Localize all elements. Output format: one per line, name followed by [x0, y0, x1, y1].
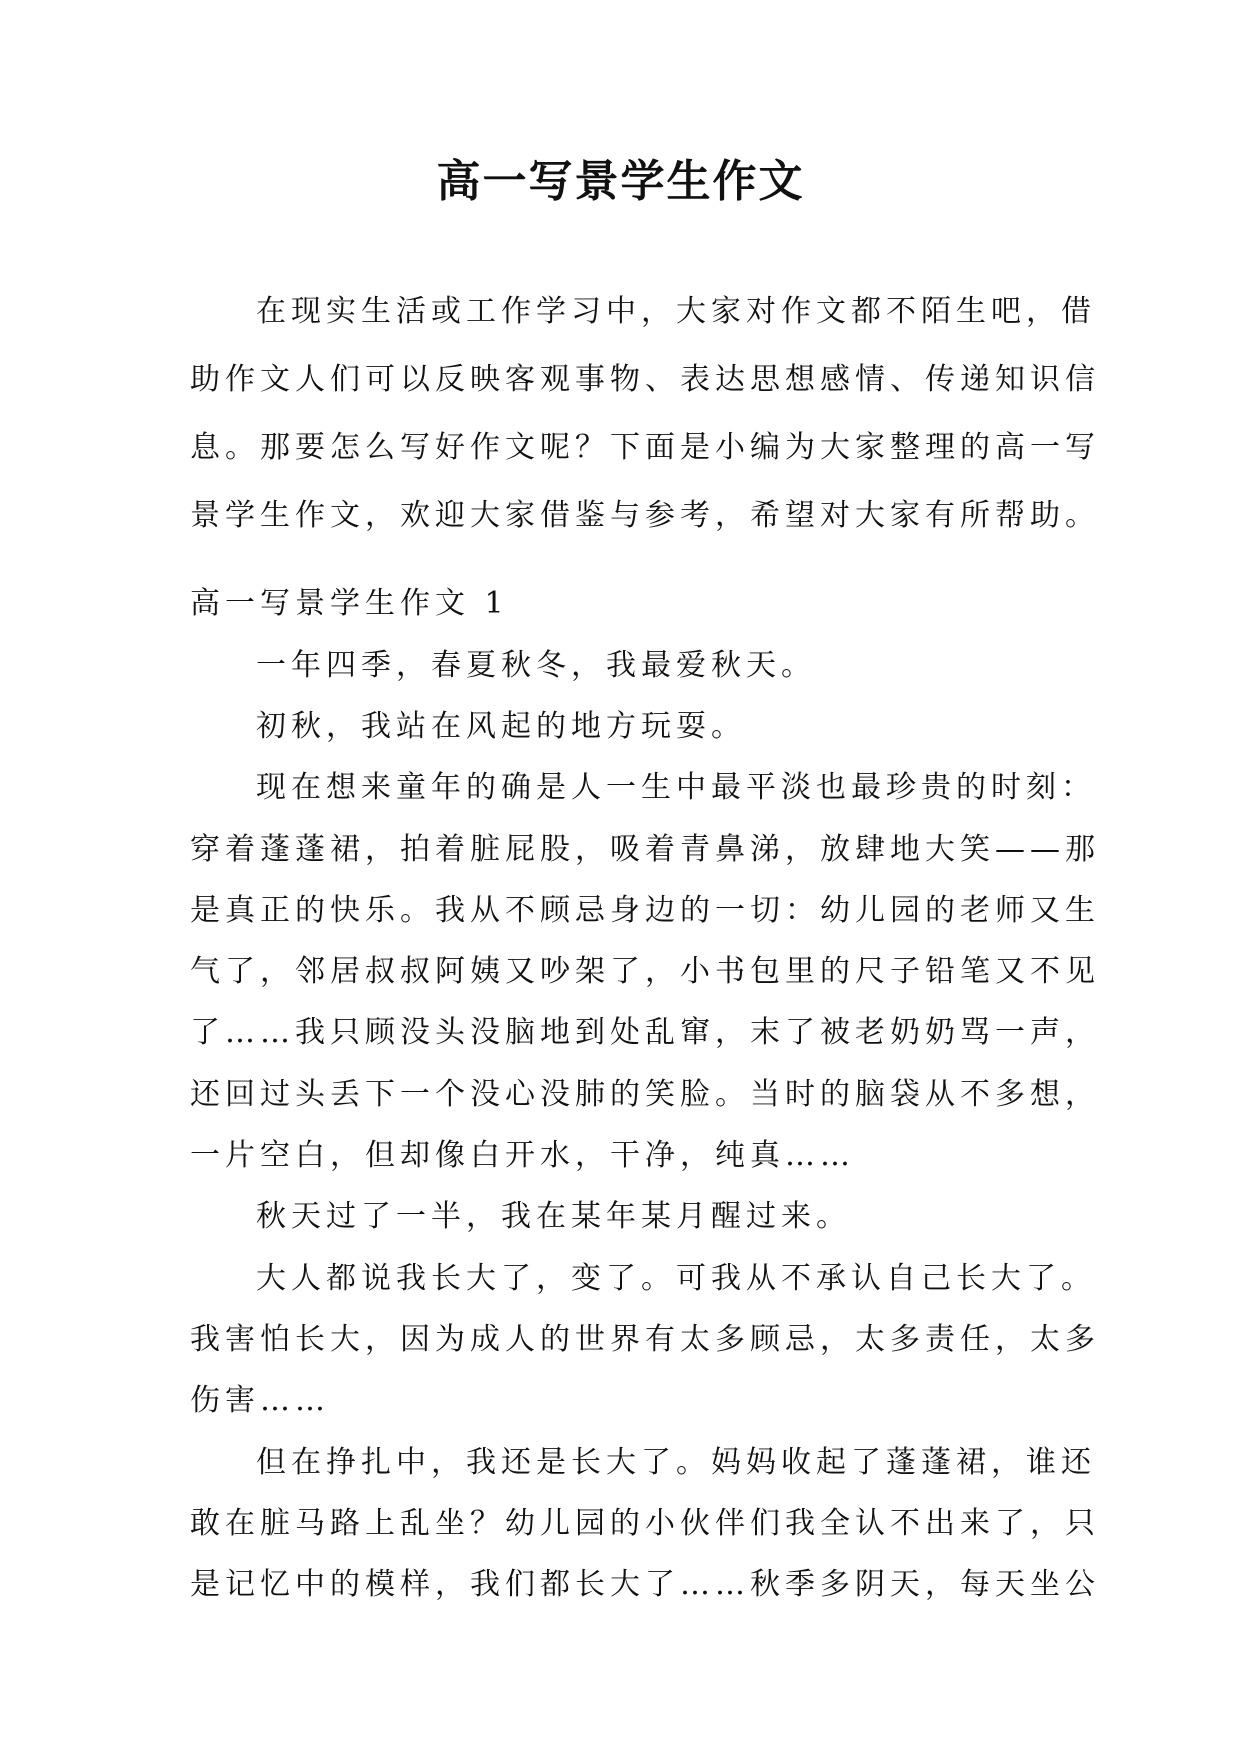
document-title: 高一写景学生作文 — [436, 156, 805, 207]
intro-paragraph-line: 景学生作文，欢迎大家借鉴与参考，希望对大家有所帮助。 — [190, 498, 1100, 533]
essay-line: 秋天过了一半，我在某年某月醒过来。 — [256, 1199, 851, 1234]
essay-line: 穿着蓬蓬裙，拍着脏屁股，吸着青鼻涕，放肆地大笑——那 — [190, 832, 1100, 867]
essay-line: 了……我只顾没头没脑地到处乱窜，末了被老奶奶骂一声， — [190, 1015, 1100, 1050]
essay-line: 气了，邻居叔叔阿姨又吵架了，小书包里的尺子铅笔又不见 — [190, 954, 1100, 989]
essay-line: 一年四季，春夏秋冬，我最爱秋天。 — [256, 648, 816, 683]
essay-line: 现在想来童年的确是人一生中最平淡也最珍贵的时刻： — [256, 770, 1096, 805]
intro-paragraph-line: 在现实生活或工作学习中，大家对作文都不陌生吧，借 — [256, 294, 1096, 329]
essay-line: 我害怕长大，因为成人的世界有太多顾忌，太多责任，太多 — [190, 1322, 1100, 1357]
essay-line: 还回过头丢下一个没心没肺的笑脸。当时的脑袋从不多想， — [190, 1077, 1100, 1112]
essay-line: 是记忆中的模样，我们都长大了……秋季多阴天，每天坐公 — [190, 1567, 1100, 1602]
essay-line: 但在挣扎中，我还是长大了。妈妈收起了蓬蓬裙，谁还 — [256, 1445, 1096, 1480]
essay-line: 伤害…… — [190, 1383, 330, 1418]
essay-line: 大人都说我长大了，变了。可我从不承认自己长大了。 — [256, 1261, 1096, 1296]
section-heading: 高一写景学生作文 1 — [190, 586, 509, 621]
essay-line: 敢在脏马路上乱坐？幼儿园的小伙伴们我全认不出来了，只 — [190, 1506, 1100, 1541]
intro-paragraph-line: 息。那要怎么写好作文呢？下面是小编为大家整理的高一写 — [190, 430, 1100, 465]
essay-line: 初秋，我站在风起的地方玩耍。 — [256, 709, 746, 744]
essay-line: 是真正的快乐。我从不顾忌身边的一切：幼儿园的老师又生 — [190, 893, 1100, 928]
essay-line: 一片空白，但却像白开水，干净，纯真…… — [190, 1138, 855, 1173]
intro-paragraph-line: 助作文人们可以反映客观事物、表达思想感情、传递知识信 — [190, 362, 1100, 397]
